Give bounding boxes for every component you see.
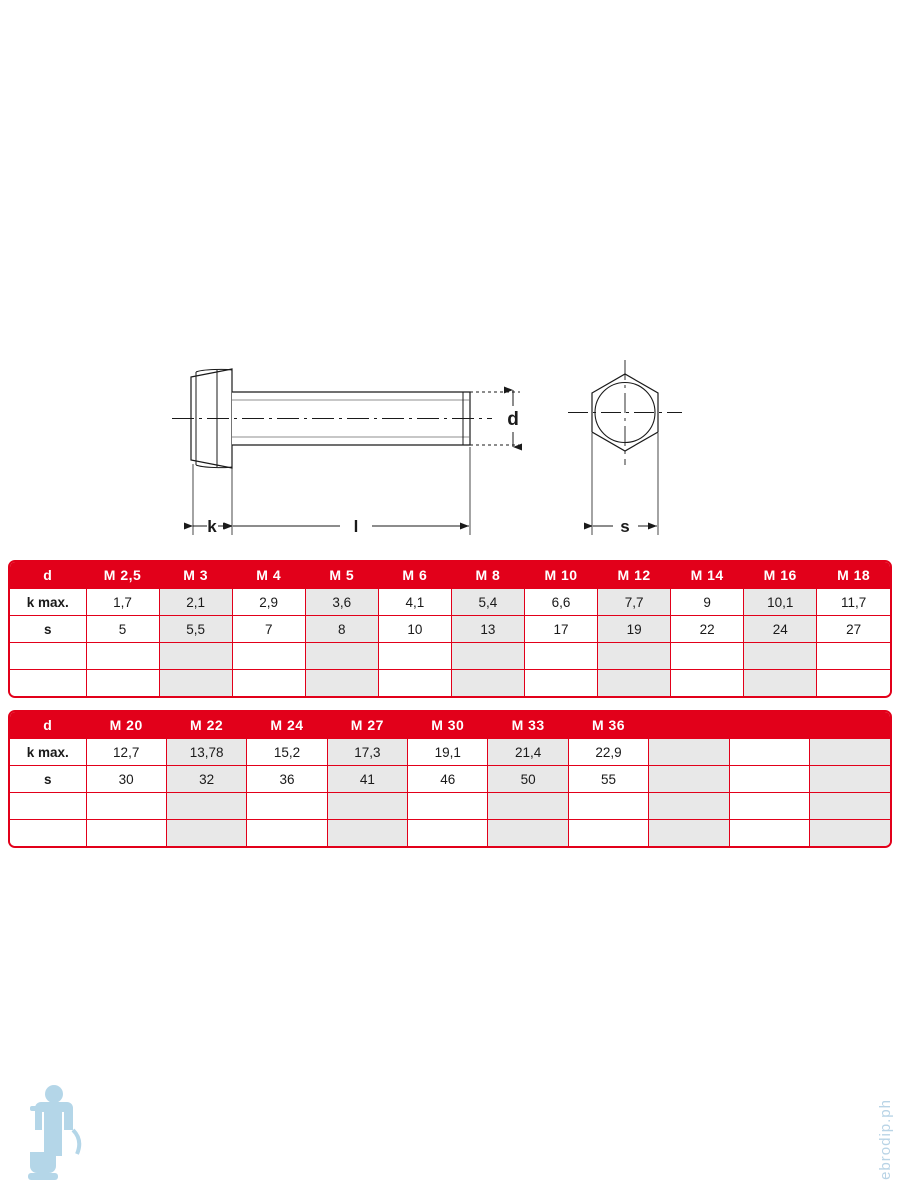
header-cell-size: M 16 <box>744 562 817 589</box>
table-cell <box>327 793 407 820</box>
label-d: d <box>507 409 519 430</box>
row-label: k max. <box>10 589 86 616</box>
table-cell <box>327 820 407 847</box>
table-cell: 10 <box>378 616 451 643</box>
table-cell: 22,9 <box>568 739 648 766</box>
header-cell-size: M 8 <box>451 562 524 589</box>
table-cell: 22 <box>671 616 744 643</box>
table-cell <box>649 739 729 766</box>
table-cell <box>305 670 378 697</box>
header-cell-size: M 12 <box>598 562 671 589</box>
table-cell <box>488 820 568 847</box>
table-cell: 13 <box>451 616 524 643</box>
label-k: k <box>207 517 217 536</box>
table-cell: 19 <box>598 616 671 643</box>
table-cell <box>86 670 159 697</box>
table-cell: 27 <box>817 616 890 643</box>
header-cell-size: M 6 <box>378 562 451 589</box>
table-cell: 15,2 <box>247 739 327 766</box>
table-cell <box>649 766 729 793</box>
table-cell: 41 <box>327 766 407 793</box>
table-cell <box>451 670 524 697</box>
row-label: k max. <box>10 739 86 766</box>
table-row <box>10 670 890 697</box>
table-cell <box>524 643 597 670</box>
table-cell <box>247 793 327 820</box>
table-cell: 3,6 <box>305 589 378 616</box>
row-label: s <box>10 616 86 643</box>
table-cell <box>159 670 232 697</box>
table-cell <box>159 643 232 670</box>
header-cell-size: M 14 <box>671 562 744 589</box>
header-cell-size: M 20 <box>86 712 166 739</box>
header-cell-size: M 10 <box>524 562 597 589</box>
table-row <box>10 766 890 793</box>
table-cell <box>488 793 568 820</box>
table-cell: 5,4 <box>451 589 524 616</box>
table-cell <box>408 793 488 820</box>
header-cell-size: M 27 <box>327 712 407 739</box>
table-cell <box>408 820 488 847</box>
header-cell-size: M 18 <box>817 562 890 589</box>
table-cell <box>598 643 671 670</box>
table-row <box>10 589 890 616</box>
table-cell: 6,6 <box>524 589 597 616</box>
table-cell: 17 <box>524 616 597 643</box>
table-cell <box>810 739 890 766</box>
row-label <box>10 670 86 697</box>
table-metric-large <box>10 712 890 846</box>
table-cell: 11,7 <box>817 589 890 616</box>
table-metric-small <box>10 562 890 696</box>
row-label <box>10 643 86 670</box>
header-cell-size: M 36 <box>568 712 648 739</box>
header-cell-size <box>810 712 890 739</box>
table-cell <box>729 793 809 820</box>
header-cell-size <box>649 712 729 739</box>
table-cell <box>568 820 648 847</box>
table-cell <box>568 793 648 820</box>
table-row <box>10 643 890 670</box>
table-cell <box>166 820 246 847</box>
table-cell <box>598 670 671 697</box>
table-cell: 50 <box>488 766 568 793</box>
table-cell <box>744 670 817 697</box>
table-cell: 32 <box>166 766 246 793</box>
header-cell-size: M 22 <box>166 712 246 739</box>
table-cell <box>817 670 890 697</box>
spec-table-metric-small <box>8 560 892 698</box>
table-cell <box>729 766 809 793</box>
table-cell <box>247 820 327 847</box>
table-cell: 19,1 <box>408 739 488 766</box>
header-cell-size: M 4 <box>232 562 305 589</box>
table-cell: 36 <box>247 766 327 793</box>
table-cell <box>451 643 524 670</box>
header-cell-size: M 3 <box>159 562 232 589</box>
table-cell <box>729 820 809 847</box>
spec-table-metric-large <box>8 710 892 848</box>
plumber-logo <box>14 1078 104 1188</box>
drawing-svg <box>0 340 900 550</box>
table-cell: 30 <box>86 766 166 793</box>
end-view-group <box>568 360 682 535</box>
header-cell-size: M 24 <box>247 712 327 739</box>
table-cell <box>86 793 166 820</box>
table-cell <box>378 643 451 670</box>
table-cell <box>671 643 744 670</box>
table-cell: 9 <box>671 589 744 616</box>
table-cell <box>817 643 890 670</box>
header-cell-size <box>729 712 809 739</box>
table-cell: 7 <box>232 616 305 643</box>
table-cell <box>305 643 378 670</box>
table-cell <box>810 766 890 793</box>
table-cell: 1,7 <box>86 589 159 616</box>
table-cell: 24 <box>744 616 817 643</box>
table-cell: 2,9 <box>232 589 305 616</box>
table-cell <box>744 643 817 670</box>
table-cell: 8 <box>305 616 378 643</box>
table-row <box>10 820 890 847</box>
header-cell-size: M 2,5 <box>86 562 159 589</box>
table-cell <box>810 820 890 847</box>
table-row <box>10 616 890 643</box>
table-cell: 4,1 <box>378 589 451 616</box>
table-cell: 46 <box>408 766 488 793</box>
label-s: s <box>620 517 630 536</box>
table-header-row <box>10 712 890 739</box>
table-cell <box>810 793 890 820</box>
table-cell: 17,3 <box>327 739 407 766</box>
table-cell <box>232 643 305 670</box>
table-cell <box>378 670 451 697</box>
table-cell <box>86 643 159 670</box>
table-cell <box>649 793 729 820</box>
table-cell <box>649 820 729 847</box>
header-cell-size: M 33 <box>488 712 568 739</box>
table-cell: 55 <box>568 766 648 793</box>
table-cell <box>166 793 246 820</box>
table-cell <box>524 670 597 697</box>
row-label <box>10 820 86 847</box>
table-cell <box>232 670 305 697</box>
table-row <box>10 793 890 820</box>
table-cell: 13,78 <box>166 739 246 766</box>
table-cell: 12,7 <box>86 739 166 766</box>
row-label <box>10 793 86 820</box>
table-cell: 5,5 <box>159 616 232 643</box>
table-cell <box>86 820 166 847</box>
table-cell: 21,4 <box>488 739 568 766</box>
table-cell: 5 <box>86 616 159 643</box>
header-cell-d: d <box>10 712 86 739</box>
row-label: s <box>10 766 86 793</box>
header-cell-size: M 30 <box>408 712 488 739</box>
header-cell-d: d <box>10 562 86 589</box>
table-header-row <box>10 562 890 589</box>
table-row <box>10 739 890 766</box>
extension-lines <box>193 447 470 535</box>
table-cell: 7,7 <box>598 589 671 616</box>
label-l: l <box>353 517 359 536</box>
table-cell: 10,1 <box>744 589 817 616</box>
side-view-group <box>172 369 492 468</box>
bolt-technical-drawing <box>0 340 900 550</box>
watermark-text: ebrodip.ph <box>877 1099 894 1180</box>
table-cell <box>729 739 809 766</box>
table-cell: 2,1 <box>159 589 232 616</box>
table-cell <box>671 670 744 697</box>
header-cell-size: M 5 <box>305 562 378 589</box>
